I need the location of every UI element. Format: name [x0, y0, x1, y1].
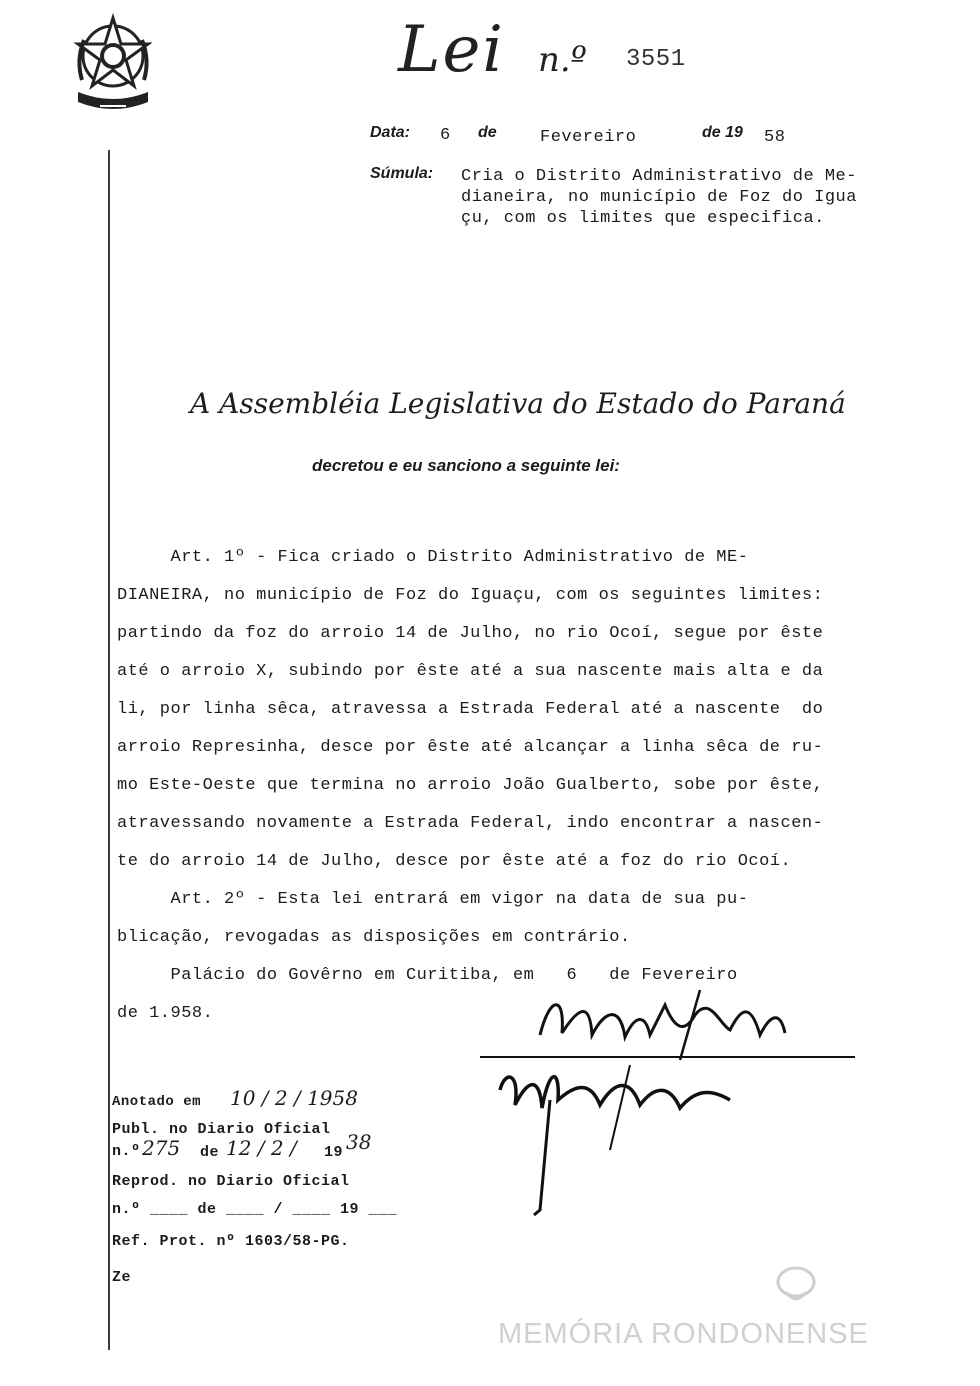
ref-text: Ref. Prot. nº 1603/58-PG. — [112, 1233, 350, 1250]
anotado-row — [112, 1086, 412, 1120]
body-line: DIANEIRA, no município de Foz do Iguaçu, com os seguintes limites: — [117, 586, 824, 605]
publ-n-label: n.º — [112, 1143, 141, 1160]
publ-n-value: 275 — [142, 1136, 181, 1160]
brasao-seal-icon — [70, 10, 156, 118]
data-year-prefix: de 19 — [702, 124, 743, 141]
data-de: de — [478, 124, 497, 141]
data-year-suffix: 58 — [764, 128, 786, 147]
data-label: Data: — [370, 124, 411, 141]
law-title-word: Lei — [398, 13, 505, 87]
publ-date-value: 12 / 2 / — [226, 1136, 297, 1160]
body-line: mo Este-Oeste que termina no arroio João Gualberto, sobe por êste, — [117, 776, 824, 795]
sumula-label: Súmula: — [370, 165, 434, 182]
body-line: Palácio do Govêrno em Curitiba, em 6 de Fevereiro — [117, 966, 738, 985]
reprod-label: Reprod. no Diario Oficial — [112, 1173, 350, 1190]
sumula-line: Cria o Distrito Administrativo de Me- — [461, 167, 857, 186]
body-line: atravessando novamente a Estrada Federal, indo encontrar a nascen- — [117, 814, 824, 833]
anotado-label: Anotado em — [112, 1094, 202, 1110]
publ-label: Publ. no Diario Oficial — [112, 1121, 331, 1138]
law-body — [117, 548, 867, 1042]
body-line: li, por linha sêca, atravessa a Estrada Federal até a nascente do — [117, 700, 824, 719]
sumula-line: çu, com os limites que especifica. — [461, 209, 825, 228]
publ-year-suffix: 38 — [346, 1130, 372, 1154]
body-line: partindo da foz do arroio 14 de Julho, no rio Ocoí, segue por êste — [117, 624, 824, 643]
publ-de: de — [200, 1144, 220, 1161]
body-line: Art. 1º - Fica criado o Distrito Administrativo de ME- — [117, 548, 749, 567]
data-month: Fevereiro — [540, 128, 637, 147]
initials: Ze — [112, 1269, 132, 1286]
publ-number-row — [112, 1130, 412, 1172]
decree-line: decretou e eu sanciono a seguinte lei: — [312, 456, 620, 475]
sumula-text — [461, 166, 871, 229]
ref-row — [112, 1232, 412, 1268]
reprod-blank: n.º ____ de ____ / ____ 19 ___ — [112, 1201, 398, 1218]
watermark-text: MEMÓRIA RONDONENSE — [498, 1318, 869, 1350]
body-line: de 1.958. — [117, 1004, 214, 1023]
reprod-blank-row — [112, 1200, 412, 1232]
body-line: arroio Represinha, desce por êste até alcançar a linha sêca de ru- — [117, 738, 824, 757]
watermark-logo-icon — [772, 1262, 820, 1306]
law-number: 3551 — [626, 46, 686, 73]
body-line: blicação, revogadas as disposições em contrário. — [117, 928, 631, 947]
anotado-value: 10 / 2 / 1958 — [230, 1086, 358, 1110]
publ-year-prefix: 19 — [324, 1144, 344, 1161]
data-day: 6 — [440, 126, 451, 145]
margin-rule — [108, 150, 110, 1350]
body-line: Art. 2º - Esta lei entrará em vigor na data de sua pu- — [117, 890, 749, 909]
law-number-label: n.º — [538, 40, 587, 80]
annotation-block — [112, 1086, 412, 1286]
initials-row — [112, 1268, 412, 1286]
body-line: até o arroio X, subindo por êste até a sua nascente mais alta e da — [117, 662, 824, 681]
body-line: te do arroio 14 de Julho, desce por êste até a foz do rio Ocoí. — [117, 852, 792, 871]
assembly-heading: A Assembléia Legislativa do Estado do Paraná — [190, 387, 846, 420]
governor-signature — [470, 985, 870, 1065]
reprod-row — [112, 1172, 412, 1200]
sumula-line: dianeira, no município de Foz do Igua — [461, 188, 857, 207]
secretary-signature — [480, 1060, 780, 1220]
